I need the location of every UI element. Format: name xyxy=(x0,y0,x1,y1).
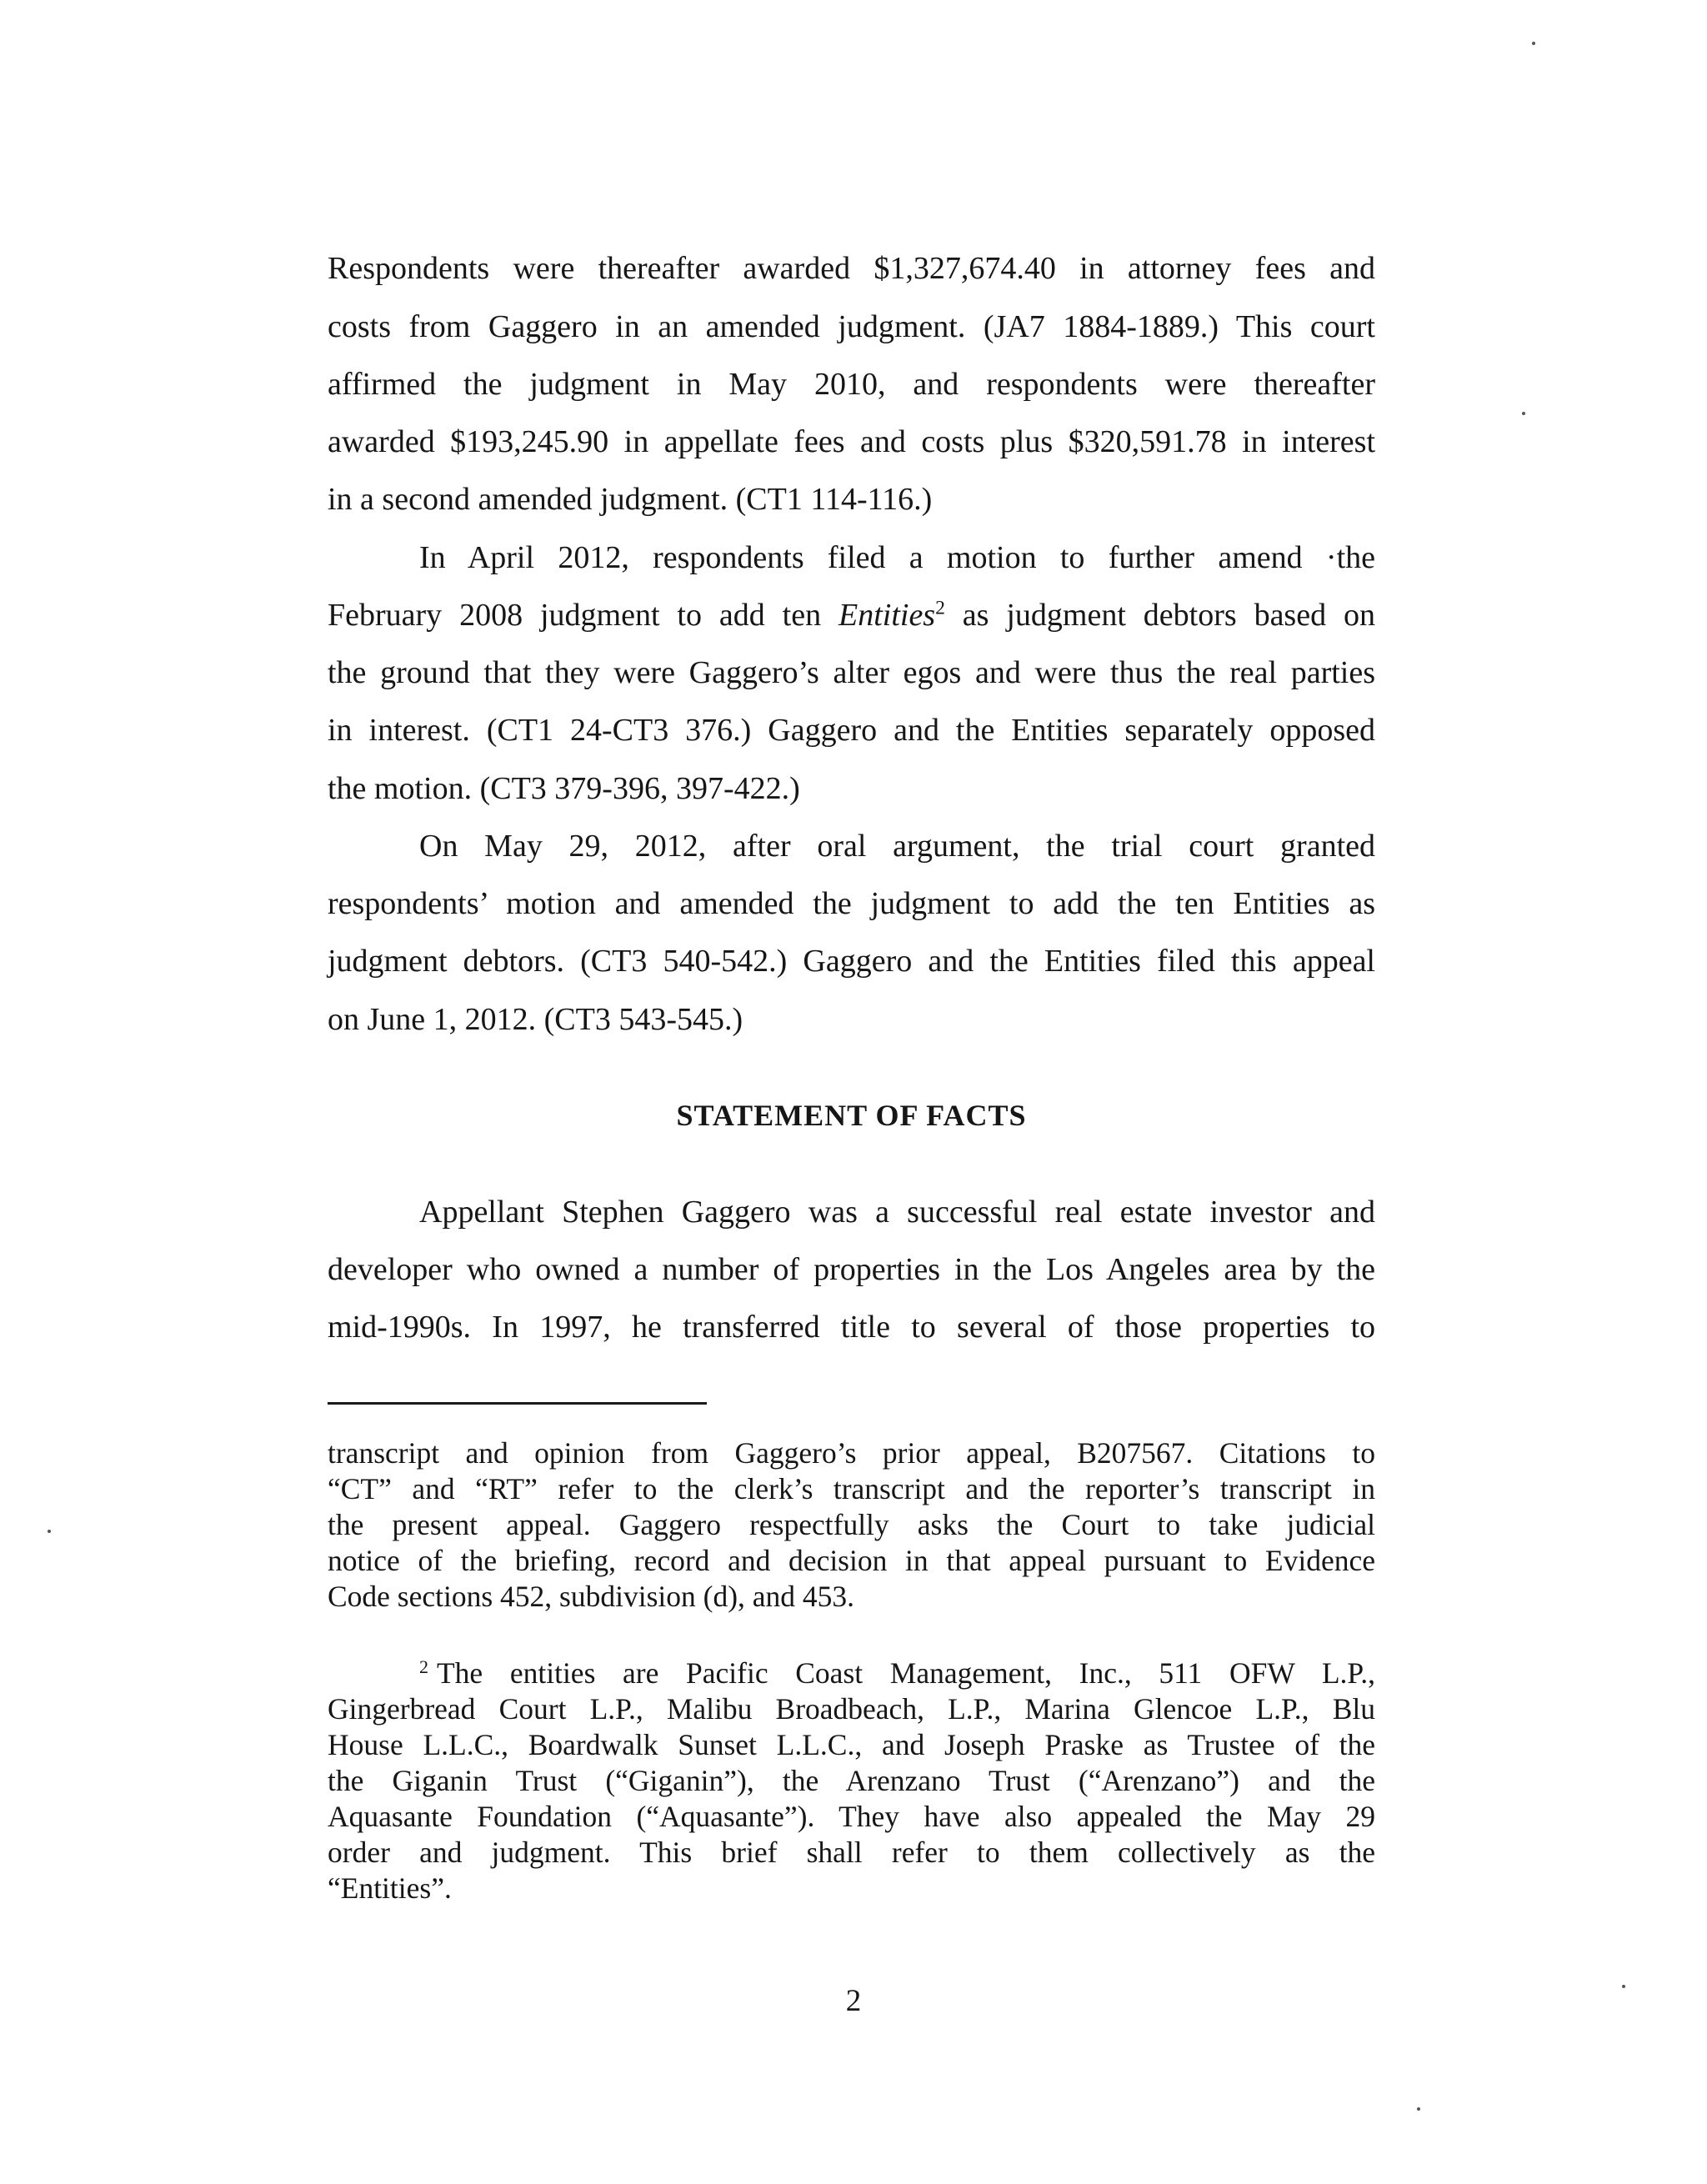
footnote-line: “Entities”. xyxy=(328,1871,452,1905)
body-text-line: In April 2012, respondents filed a motion to further amend ·the xyxy=(419,540,1375,575)
body-text-line-with-footnote-ref xyxy=(328,595,1375,635)
body-text-line: awarded $193,245.90 in appellate fees and costs plus $320,591.78 in interest xyxy=(328,424,1375,459)
section-heading: STATEMENT OF FACTS xyxy=(676,1099,1027,1132)
footnote-line: order and judgment. This brief shall refer to them collectively as the xyxy=(328,1836,1375,1869)
body-text-line: On May 29, 2012, after oral argument, the trial court granted xyxy=(419,829,1375,864)
footnote-line-first xyxy=(419,1655,1375,1691)
body-text-line: in a second amended judgment. (CT1 114-116.) xyxy=(328,482,933,517)
footnote-line: the present appeal. Gaggero respectfully asks the Court to take judicial xyxy=(328,1508,1375,1541)
body-text-line: in interest. (CT1 24-CT3 376.) Gaggero and the Entities separately opposed xyxy=(328,713,1375,748)
body-text-line: judgment debtors. (CT3 540-542.) Gaggero and the Entities filed this appeal xyxy=(328,944,1375,979)
footnote-line: “CT” and “RT” refer to the clerk’s transcript and the reporter’s transcript in xyxy=(328,1472,1375,1505)
scan-speck xyxy=(1532,42,1535,45)
footnote-marker: 2 xyxy=(419,1656,428,1677)
text-run: February 2008 judgment to add ten xyxy=(328,598,838,633)
footnote-line: House L.L.C., Boardwalk Sunset L.L.C., and Joseph Praske as Trustee of the xyxy=(328,1728,1375,1761)
footnote-separator xyxy=(328,1402,707,1405)
scan-speck xyxy=(1417,2107,1420,2111)
body-text-line: Appellant Stephen Gaggero was a successful real estate investor and xyxy=(419,1195,1375,1230)
body-text-line: Respondents were thereafter awarded $1,327,674.40 in attorney fees and xyxy=(328,251,1375,286)
text-run: The entities are Pacific Coast Management, Inc., 511 OFW L.P., xyxy=(437,1656,1375,1690)
body-text-line: the motion. (CT3 379-396, 397-422.) xyxy=(328,771,800,806)
footnote-line: notice of the briefing, record and decision in that appeal pursuant to Evidence xyxy=(328,1544,1375,1577)
footnote-reference: 2 xyxy=(935,597,945,619)
footnote-line: Gingerbread Court L.P., Malibu Broadbeach, L.P., Marina Glencoe L.P., Blu xyxy=(328,1692,1375,1726)
footnote-line: Code sections 452, subdivision (d), and 453. xyxy=(328,1580,855,1613)
body-text-line: respondents’ motion and amended the judgment to add the ten Entities as xyxy=(328,886,1375,921)
body-text-line: mid-1990s. In 1997, he transferred title to several of those properties to xyxy=(328,1310,1375,1345)
footnote-line: Aquasante Foundation (“Aquasante”). They have also appealed the May 29 xyxy=(328,1800,1375,1833)
text-run: as judgment debtors based on xyxy=(944,598,1375,633)
scan-speck xyxy=(1622,1985,1625,1988)
body-text-line: costs from Gaggero in an amended judgment. (JA7 1884-1889.) This court xyxy=(328,309,1375,344)
page-number: 2 xyxy=(845,1984,862,2018)
body-text-line: the ground that they were Gaggero’s alter egos and were thus the real parties xyxy=(328,655,1375,690)
footnote-line: the Giganin Trust (“Giganin”), the Arenzano Trust (“Arenzano”) and the xyxy=(328,1764,1375,1797)
scan-speck xyxy=(1522,412,1525,415)
body-text-line: on June 1, 2012. (CT3 543-545.) xyxy=(328,1002,743,1037)
footnote-line: transcript and opinion from Gaggero’s prior appeal, B207567. Citations to xyxy=(328,1436,1375,1470)
scan-speck xyxy=(48,1530,51,1533)
body-text-line: developer who owned a number of properties in the Los Angeles area by the xyxy=(328,1252,1375,1287)
body-text-line: affirmed the judgment in May 2010, and respondents were thereafter xyxy=(328,367,1375,402)
italic-term: Entities xyxy=(838,598,936,633)
